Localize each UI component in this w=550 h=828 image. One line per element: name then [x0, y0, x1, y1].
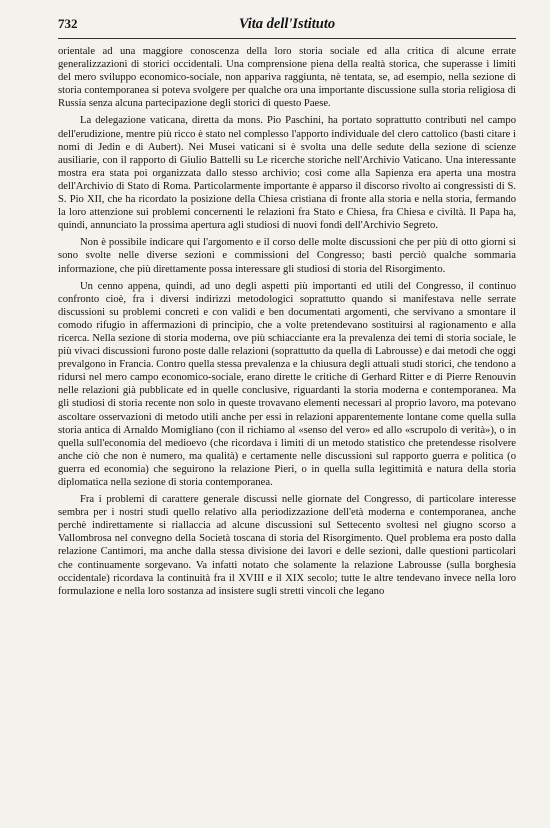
page-number: 732 — [58, 16, 78, 31]
page-header — [58, 16, 516, 34]
body-text — [58, 45, 516, 598]
paragraph-methodology: Un cenno appena, quindi, ad uno degli aspetti più importanti ed utili del Congresso, il continuo confronto cioè, fra i diversi indirizzi metodologici soprattutto quando si manifestava nelle serrate discussioni su problemi concreti e con validi e ben documentati argomenti, che servivano a smontare il comodo rifugio in affermazioni di principio, che a volte pretendevano sostituirsi al ragionamento e alla ricerca. Nella sezione di storia moderna, ove più schiacciante era la prevalenza dei temi di storia sociale, le più vivaci discussioni furono poste dalle relazioni (soprattutto da quella di Labrousse) e dai metodi che oggi prevalgono in Francia. Contro quella stessa prevalenza e la chiusura degli attuali studi storici, che tendono a ridursi nel mero campo economico-sociale, erano dirette le critiche di Gerhard Ritter e di Pierre Renouvin nelle relazioni già pubblicate ed in quelle conclusive, riguardanti la storia moderna e contemporanea. Ma gli studiosi di storia recente non solo in queste trovavano elementi necessari al proprio lavoro, ma potevano ascoltare osservazioni di metodo utili anche per essi in relazioni apparentemente lontane come quella sulla storia antica di Arnaldo Momigliano (con il richiamo al «senso del vero» ed allo «scrupolo di verità»), o in quella sull'economia del medioevo (che ricordava i limiti di un metodo statistico che pretendesse risolvere anche ciò che non è numero, ma qualità) e certamente nelle discussioni sul rapporto guerra e politica (o guerra ed economia) che seguirono la relazione Pieri, o in quella sulla legittimità e natura della storia diplomatica nella sezione di storia contemporanea. — [58, 280, 516, 488]
header-rule — [58, 38, 516, 39]
paragraph-discussions: Non è possibile indicare qui l'argomento e il corso delle molte discussioni che per più di otto giorni si sono svolte nelle diverse sezioni e commissioni del Congresso; basti perciò qualche sommaria informazione, che più direttamente possa interessare gli studiosi di storia del Risorgimento. — [58, 237, 516, 275]
paragraph-periodization: Fra i problemi di carattere generale discussi nelle giornate del Congresso, di particolare interesse sembra per i nostri studi quello relativo alla periodizzazione dell'età moderna e contemporanea, anche perchè indirettamente si riallaccia ad alcune discussioni sul Settecento svoltesi nel giugno scorso a Vallombrosa nel convegno della Società toscana di storia del Risorgimento. Quel problema era posto dalla relazione Cantimori, ma anche dalla stessa divisione dei lavori e delle sezioni, dalle questioni particolari che continuamente sorgevano. Va infatti notato che solamente la relazione Labrousse (sulla borghesia occidentale) ricordava la continuità fra il XVIII e il XIX secolo; tutte le altre tendevano invece nella loro formulazione e nella loro sostanza ad insistere sugli stretti vincoli che legano — [58, 494, 516, 597]
paragraph-continuation: orientale ad una maggiore conoscenza della loro storia sociale ed alla critica di alcune errate generalizzazioni di storici occidentali. Una comprensione piena della realtà storica, che superasse i limiti del mero sviluppo economico-sociale, non appariva raggiunta, nè tentata, se, ad esempio, nella sezione di storia contemporanea si poteva svolgere per qualche ora una importante discussione sulla storia religiosa di Russia senza alcuna partecipazione degli storici di questo Paese. — [58, 46, 516, 110]
paragraph-vatican-delegation: La delegazione vaticana, diretta da mons. Pio Paschini, ha portato soprattutto contributi nel campo dell'erudizione, mentre più ricco è stato nel complesso l'apporto individuale del clero cattolico (basti citare i nomi di Jedin e di Aubert). Nei Musei vaticani si è svolta una delle sedute della sezione di scienze ausiliarie, con il rapporto di Giulio Battelli su Le ricerche storiche nell'Archivio Vaticano. Una interessante mostra era stata poi organizzata dallo stesso archivio; così come alla Sapienza era aperta una mostra dell'Archivio di Stato di Roma. Particolarmente importante è apparso il discorso rivolto ai congressisti di S. S. Pio XII, che ha ricordato la posizione della Chiesa cristiana di fronte alla storia e nella storia, fermando la loro attenzione sui problemi concernenti le relazioni fra Stato e Chiesa, fra Chiesa e civiltà. Il Papa ha, quindi, annunciato la prossima apertura agli studiosi di nuovi fondi dell'Archivio Segreto. — [58, 115, 516, 232]
running-title: Vita dell'Istituto — [238, 16, 336, 32]
